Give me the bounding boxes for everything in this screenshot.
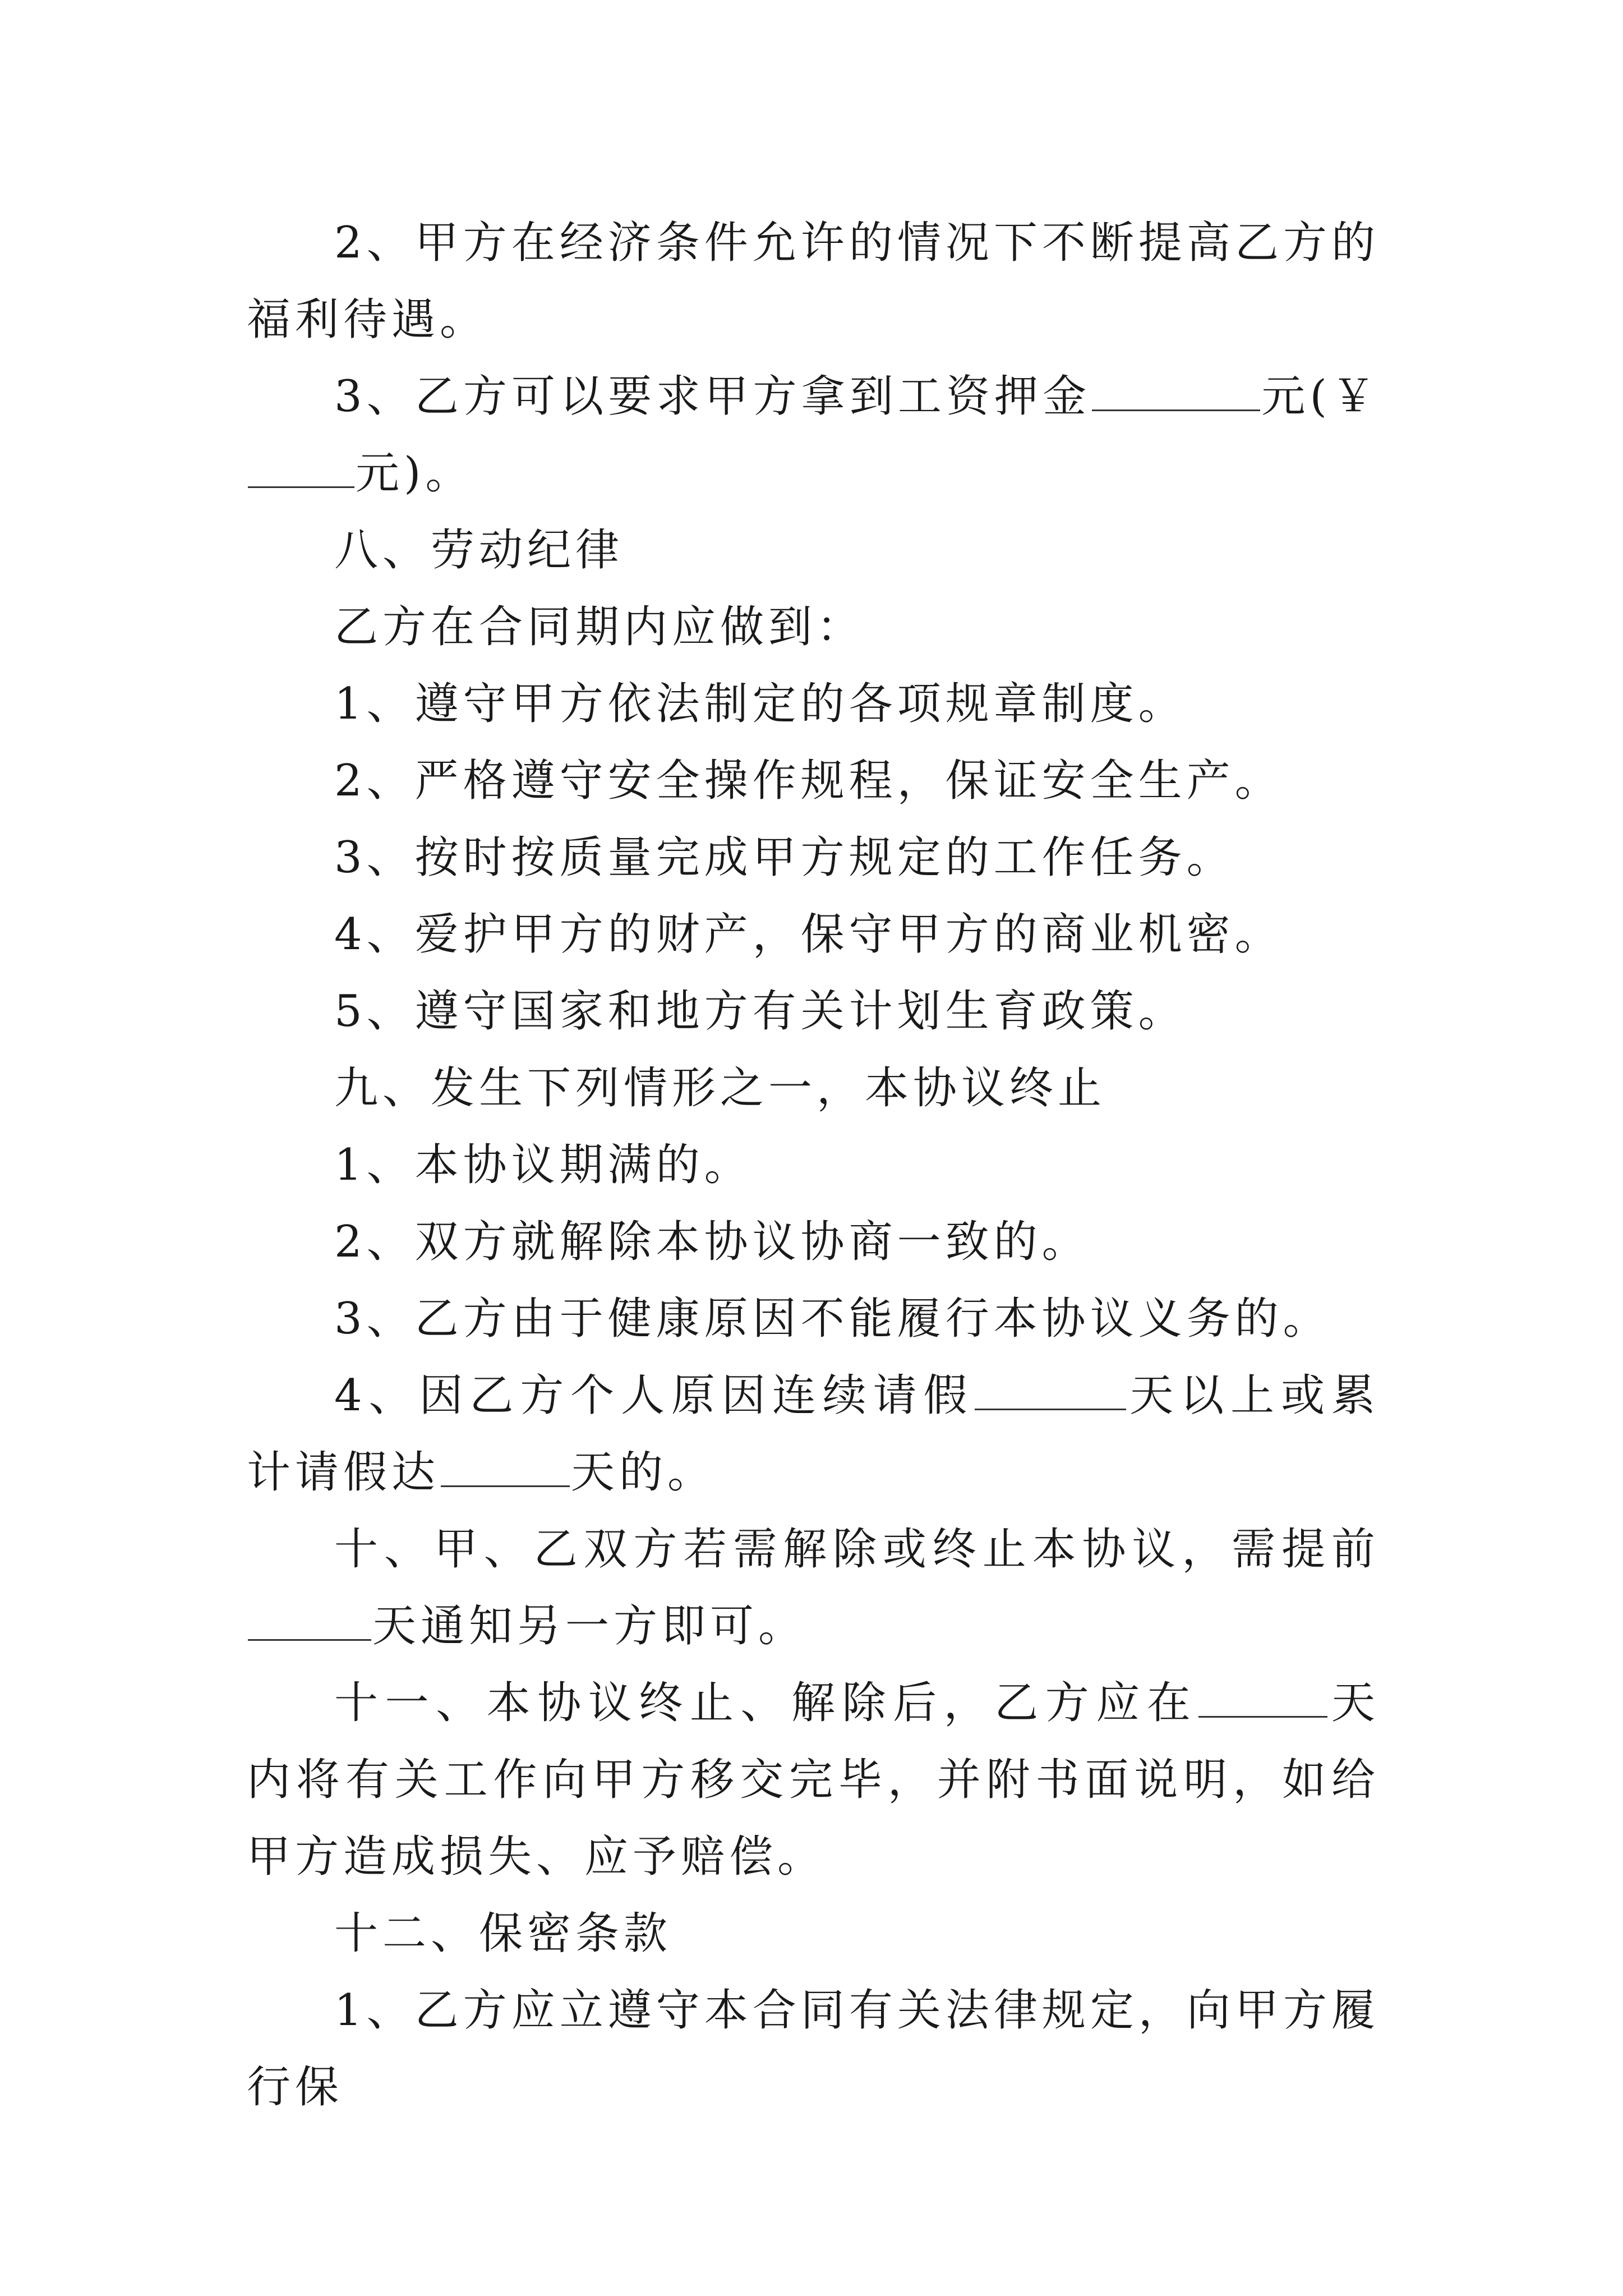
section-heading: 十二、保密条款 — [334, 1908, 672, 1959]
paragraph: 乙方在合同期内应做到： — [334, 602, 865, 652]
list-item: 5、遵守国家和地方有关计划生育政策。 — [334, 986, 1187, 1037]
paragraph-welfare — [247, 205, 1380, 358]
document-body — [247, 205, 1380, 2126]
list-item: 2、严格遵守安全操作规程，保证安全生产。 — [334, 756, 1283, 806]
paragraph-text: 3、乙方可以要求甲方拿到工资押金 — [334, 371, 1091, 422]
paragraph-text: 元)。 — [356, 448, 474, 499]
blank-field[interactable] — [248, 1600, 371, 1641]
blank-field[interactable] — [248, 447, 354, 488]
list-item: 1、遵守甲方依法制定的各项规章制度。 — [334, 679, 1187, 729]
blank-field[interactable] — [975, 1369, 1126, 1410]
blank-field[interactable] — [1198, 1677, 1327, 1718]
list-item: 4、爱护甲方的财产，保守甲方的商业机密。 — [334, 909, 1283, 960]
list-item: 1、本协议期满的。 — [334, 1140, 753, 1190]
section-heading: 九、发生下列情形之一，本协议终止 — [334, 1063, 1106, 1114]
paragraph-text: 2、甲方在经济条件允许的情况下不断提高乙方的福利待遇。 — [247, 218, 1380, 345]
paragraph-text: 元(￥ — [1261, 371, 1380, 422]
paragraph-wage-deposit — [247, 358, 1380, 512]
list-item: 2、双方就解除本协议协商一致的。 — [334, 1217, 1090, 1267]
list-item: 3、按时按质量完成甲方规定的工作任务。 — [334, 832, 1235, 883]
list-item: 1、乙方应立遵守本合同有关法律规定，向甲方履行保 — [247, 1985, 1380, 2113]
list-item: 4、因乙方个人原因连续请假 天以上或累计请假达 天的。 — [247, 1358, 1380, 1511]
blank-field[interactable] — [441, 1446, 570, 1487]
section-heading: 八、劳动纪律 — [334, 525, 624, 576]
section-heading: 十一、本协议终止、解除后，乙方应在 天内将有关工作向甲方移交完毕，并附书面说明，如给甲方造成损失、应予赔偿。 — [247, 1665, 1380, 1895]
section-heading: 十、甲、乙双方若需解除或终止本协议，需提前天通知另一方即可。 — [247, 1511, 1380, 1665]
blank-field[interactable] — [1092, 370, 1260, 411]
list-item: 3、乙方由于健康原因不能履行本协议义务的。 — [334, 1294, 1331, 1344]
